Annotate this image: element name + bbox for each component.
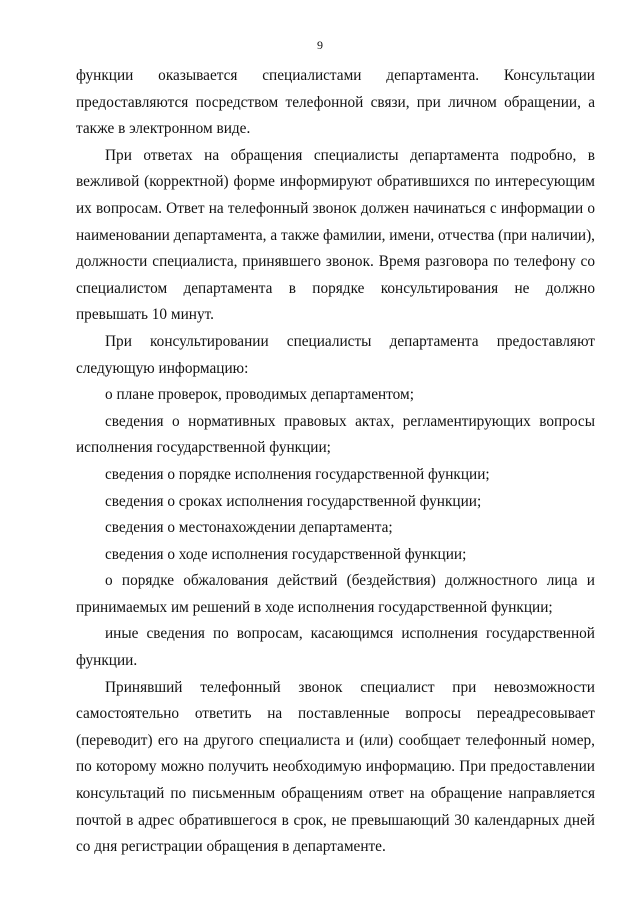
paragraph-call-forwarding: Принявший телефонный звонок специалист при невозможности самостоятельно ответить на поставленные вопросы переадресовывает (переводит) его на другого специалиста и (или) сообщает телефонный номер, по которому можно получить необходимую информацию. При предоставлении консультаций по письменным обращениям ответ на обращение направляется почтой в адрес обратившегося в срок, не превышающий 30 календарных дней со дня регистрации обращения в департаменте. — [76, 678, 595, 856]
paragraph-consultation-methods: функции оказывается специалистами департамента. Консультации предоставляются посредством телефонной связи, при личном обращении, а также в электронном виде. — [76, 67, 595, 138]
document-body — [76, 63, 595, 861]
list-item-location: сведения о местонахождении департамента; — [105, 519, 393, 537]
list-item-inspection-plan: о плане проверок, проводимых департаментом; — [105, 386, 414, 404]
list-item-progress: сведения о ходе исполнения государственной функции; — [105, 545, 467, 563]
list-item-deadlines: сведения о сроках исполнения государственной функции; — [105, 492, 482, 510]
list-item-appeal: о порядке обжалования действий (бездействия) должностного лица и принимаемых им решений в ходе исполнения государственной функции; — [76, 572, 595, 616]
list-item-legal-acts: сведения о нормативных правовых актах, регламентирующих вопросы исполнения государственной функции; — [76, 412, 595, 457]
list-item-other-info: иные сведения по вопросам, касающимся исполнения государственной функции. — [76, 625, 595, 670]
page-number: 9 — [317, 38, 323, 52]
paragraph-info-intro: При консультировании специалисты департамента предоставляют следующую информацию: — [76, 332, 595, 377]
paragraph-answer-rules: При ответах на обращения специалисты департамента подробно, в вежливой (корректной) форме информируют обратившихся по интересующим их вопросам. Ответ на телефонный звонок должен начинаться с информации о наименовании департамента, а также фамилии, имени, отчества (при наличии), должности специалиста, принявшего звонок. Время разговора по телефону со специалистом департамента в порядке консультирования не должно превышать 10 минут. — [76, 146, 595, 324]
list-item-procedure: сведения о порядке исполнения государственной функции; — [105, 465, 490, 483]
